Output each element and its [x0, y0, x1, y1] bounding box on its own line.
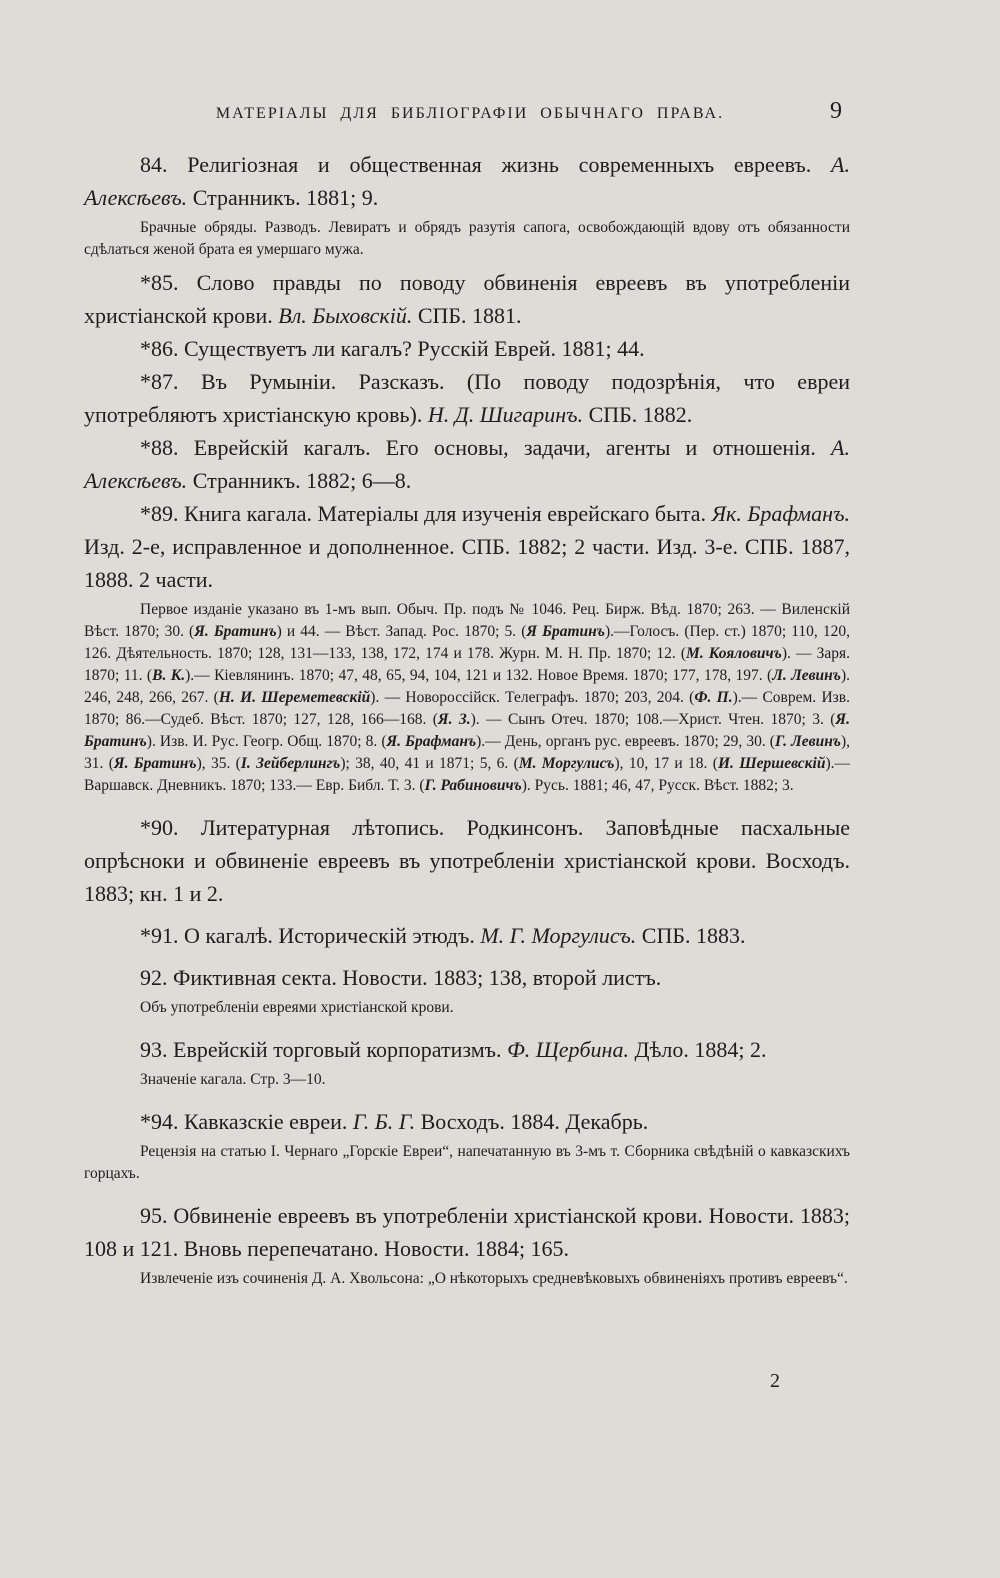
entry-85: *85. Слово правды по поводу обвиненія евреевъ въ употребленіи христіанской крови. Вл. Быховскій. СПБ. 1881.	[84, 270, 850, 328]
entry-92: 92. Фиктивная секта. Новости. 1883; 138, второй листъ.	[140, 965, 662, 990]
entry-86: *86. Существуетъ ли кагалъ? Русскій Еврей. 1881; 44.	[140, 336, 645, 361]
entry-95-note: Извлеченіе изъ сочиненія Д. А. Хвольсона: „О нѣкоторыхъ средневѣковыхъ обвиненіяхъ противъ евреевъ“.	[140, 1270, 848, 1287]
signature-mark: 2	[770, 1370, 780, 1392]
entry-93: 93. Еврейскій торговый корпоратизмъ. Ф. Щербина. Дѣло. 1884; 2.	[140, 1037, 767, 1062]
entry-87: *87. Въ Румыніи. Разсказъ. (По поводу подозрѣнія, что евреи употребляютъ христіанскую кровь). Н. Д. Шигаринъ. СПБ. 1882.	[84, 369, 850, 427]
entry-88: *88. Еврейскій кагалъ. Его основы, задачи, агенты и отношенія. А. Алексѣевъ. Странникъ. 1882; 6—8.	[84, 435, 850, 493]
entry-89: *89. Книга кагала. Матеріалы для изученія еврейскаго быта. Як. Брафманъ. Изд. 2-е, исправленное и дополненное. СПБ. 1882; 2 части. Изд. 3-е. СПБ. 1887, 1888. 2 части.	[84, 501, 850, 592]
entry-94: *94. Кавказскіе евреи. Г. Б. Г. Восходъ. 1884. Декабрь.	[140, 1109, 649, 1134]
bibliography-list	[84, 148, 850, 1295]
entry-90: *90. Литературная лѣтопись. Родкинсонъ. Заповѣдные пасхальные опрѣсноки и обвиненіе евреевъ въ употребленіи христіанской крови. Восходъ. 1883; кн. 1 и 2.	[84, 815, 850, 906]
running-header: МАТЕРІАЛЫ ДЛЯ БИБЛІОГРАФІИ ОБЫЧНАГО ПРАВА.	[215, 105, 725, 122]
entry-89-note: Первое изданіе указано въ 1-мъ вып. Обыч. Пр. подъ № 1046. Рец. Бирж. Вѣд. 1870; 263. — Виленскій Вѣст. 1870; 30. (Я. Братинъ) и 44. — Вѣст. Запад. Рос. 1870; 5. (Я Братинъ).—Голосъ. (Пер. ст.) 1870; 110, 120, 126. Дѣятельность. 1870; 128, 131—133, 138, 172, 174 и 178. Журн. М. Н. Пр. 1870; 12. (М. Кояловичъ). — Заря. 1870; 11. (В. К.).— Кіевлянинъ. 1870; 47, 48, 65, 94, 104, 121 и 132. Новое Время. 1870; 177, 178, 197. (Л. Левинъ). 246, 248, 266, 267. (Н. И. Шереметевскій). — Новороссійск. Телеграфъ. 1870; 203, 204. (Ф. П.).— Соврем. Изв. 1870; 86.—Судеб. Вѣст. 1870; 127, 128, 166—168. (Я. З.). — Сынъ Отеч. 1870; 108.—Христ. Чтен. 1870; 3. (Я. Братинъ). Изв. И. Рус. Геогр. Общ. 1870; 8. (Я. Брафманъ).— День, органъ рус. евреевъ. 1870; 29, 30. (Г. Левинъ), 31. (Я. Братинъ), 35. (I. Зейберлингъ); 38, 40, 41 и 1871; 5, 6. (М. Моргулисъ), 10, 17 и 18. (И. Шершевскій).— Варшавск. Дневникъ. 1870; 133.— Евр. Библ. Т. 3. (Г. Рабиновичъ). Русь. 1881; 46, 47, Русск. Вѣст. 1882; 3.	[84, 601, 851, 794]
entry-92-note: Объ употребленіи евреями христіанской крови.	[140, 999, 454, 1016]
entry-95: 95. Обвиненіе евреевъ въ употребленіи христіанской крови. Новости. 1883; 108 и 121. Вновь перепечатано. Новости. 1884; 165.	[84, 1203, 850, 1261]
entry-84: 84. Религіозная и общественная жизнь современныхъ евреевъ. А. Алексѣевъ. Странникъ. 1881; 9.	[84, 152, 850, 210]
entry-93-note: Значеніе кагала. Стр. 3—10.	[140, 1071, 326, 1088]
entry-84-note: Брачные обряды. Разводъ. Левиратъ и обрядъ разутія сапога, освобождающій вдову отъ обязанности сдѣлаться женой брата ея умершаго мужа.	[84, 219, 850, 258]
entry-91: *91. О кагалѣ. Историческій этюдъ. М. Г. Моргулисъ. СПБ. 1883.	[140, 923, 746, 948]
page-number: 9	[830, 98, 842, 124]
entry-94-note: Рецензія на статью I. Чернаго „Горскіе Евреи“, напечатанную въ 3-мъ т. Сборника свѣдѣній о кавказскихъ горцахъ.	[84, 1143, 850, 1182]
